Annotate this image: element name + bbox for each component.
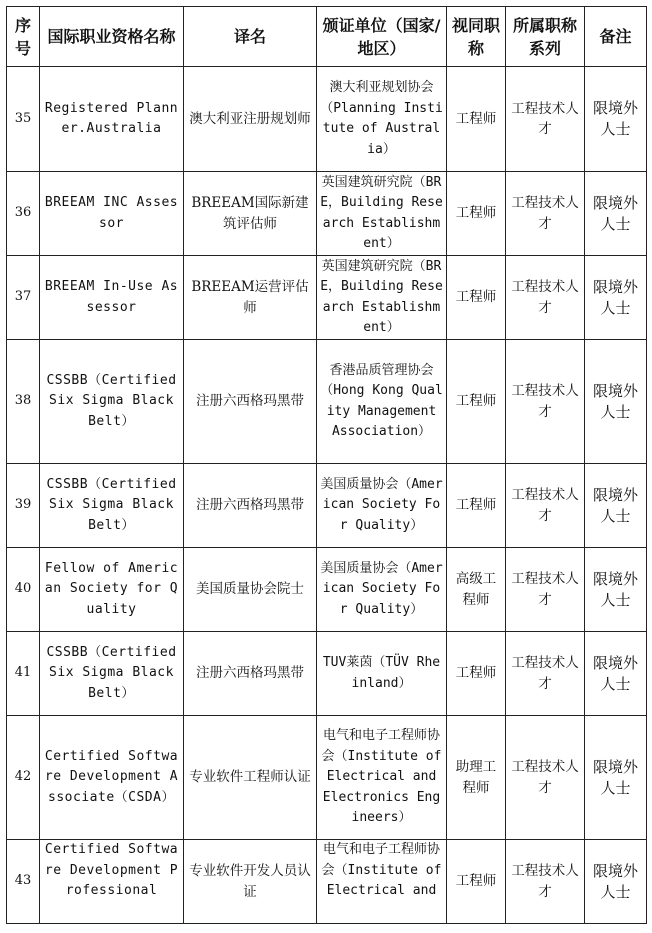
table-row <box>7 716 647 840</box>
cell-seq: 37 <box>7 256 40 340</box>
header-equivalent-title: 视同职称 <box>447 7 506 67</box>
table-row <box>7 172 647 256</box>
table-row <box>7 67 647 172</box>
cell-title-series: 工程技术人才 <box>506 172 585 256</box>
table-row <box>7 256 647 340</box>
cell-title-series: 工程技术人才 <box>506 716 585 840</box>
cell-seq: 42 <box>7 716 40 840</box>
cell-seq: 38 <box>7 340 40 464</box>
cell-title-series: 工程技术人才 <box>506 464 585 548</box>
cell-name: Certified Software Development Associate（CSDA） <box>40 716 184 840</box>
cell-seq: 40 <box>7 548 40 632</box>
cell-translation: BREEAM国际新建筑评估师 <box>184 172 317 256</box>
cell-note: 限境外人士 <box>585 548 647 632</box>
cell-issuer: 英国建筑研究院（BRE，Building Research Establishment） <box>317 172 447 256</box>
cell-note: 限境外人士 <box>585 256 647 340</box>
table-row <box>7 340 647 464</box>
table-row <box>7 548 647 632</box>
cell-translation: 美国质量协会院士 <box>184 548 317 632</box>
cell-equivalent-title: 工程师 <box>447 632 506 716</box>
header-seq: 序号 <box>7 7 40 67</box>
cell-issuer: 美国质量协会（American Society For Quality） <box>317 464 447 548</box>
cell-issuer: TUV莱茵（TÜV Rheinland） <box>317 632 447 716</box>
cell-issuer: 澳大利亚规划协会（Planning Institute of Australia） <box>317 67 447 172</box>
cell-translation: 专业软件开发人员认证 <box>184 840 317 924</box>
cell-title-series: 工程技术人才 <box>506 548 585 632</box>
cell-translation: 注册六西格玛黑带 <box>184 340 317 464</box>
table-row <box>7 632 647 716</box>
cell-translation: 注册六西格玛黑带 <box>184 632 317 716</box>
cell-note: 限境外人士 <box>585 340 647 464</box>
cell-note: 限境外人士 <box>585 716 647 840</box>
qualification-table <box>6 6 647 924</box>
cell-translation: BREEAM运营评估师 <box>184 256 317 340</box>
header-row <box>7 7 647 67</box>
cell-seq: 39 <box>7 464 40 548</box>
cell-issuer: 电气和电子工程师协会（Institute of Electrical and <box>317 840 447 924</box>
cell-title-series: 工程技术人才 <box>506 256 585 340</box>
cell-equivalent-title: 工程师 <box>447 464 506 548</box>
cell-equivalent-title: 工程师 <box>447 256 506 340</box>
cell-name: CSSBB（Certified Six Sigma Black Belt） <box>40 464 184 548</box>
header-translation: 译名 <box>184 7 317 67</box>
cell-equivalent-title: 工程师 <box>447 172 506 256</box>
table-row <box>7 840 647 924</box>
cell-title-series: 工程技术人才 <box>506 840 585 924</box>
cell-issuer: 电气和电子工程师协会（Institute of Electrical and Electronics Engineers） <box>317 716 447 840</box>
header-title-series: 所属职称系列 <box>506 7 585 67</box>
cell-translation: 专业软件工程师认证 <box>184 716 317 840</box>
cell-equivalent-title: 助理工程师 <box>447 716 506 840</box>
cell-name: Certified Software Development Professional <box>40 840 184 924</box>
cell-seq: 36 <box>7 172 40 256</box>
cell-issuer: 英国建筑研究院（BRE，Building Research Establishment） <box>317 256 447 340</box>
cell-translation: 澳大利亚注册规划师 <box>184 67 317 172</box>
cell-equivalent-title: 工程师 <box>447 340 506 464</box>
cell-title-series: 工程技术人才 <box>506 632 585 716</box>
cell-issuer: 香港品质管理协会（Hong Kong Quality Management Association） <box>317 340 447 464</box>
cell-seq: 41 <box>7 632 40 716</box>
cell-name: CSSBB（Certified Six Sigma Black Belt） <box>40 632 184 716</box>
cell-name: CSSBB（Certified Six Sigma Black Belt） <box>40 340 184 464</box>
cell-seq: 35 <box>7 67 40 172</box>
cell-note: 限境外人士 <box>585 67 647 172</box>
header-name: 国际职业资格名称 <box>40 7 184 67</box>
cell-name: Fellow of American Society for Quality <box>40 548 184 632</box>
cell-equivalent-title: 工程师 <box>447 67 506 172</box>
cell-issuer: 美国质量协会（American Society For Quality） <box>317 548 447 632</box>
cell-name: BREEAM In-Use Assessor <box>40 256 184 340</box>
cell-equivalent-title: 工程师 <box>447 840 506 924</box>
cell-equivalent-title: 高级工程师 <box>447 548 506 632</box>
cell-name: Registered Planner.Australia <box>40 67 184 172</box>
header-note: 备注 <box>585 7 647 67</box>
cell-note: 限境外人士 <box>585 172 647 256</box>
cell-name: BREEAM INC Assessor <box>40 172 184 256</box>
cell-translation: 注册六西格玛黑带 <box>184 464 317 548</box>
cell-seq: 43 <box>7 840 40 924</box>
cell-note: 限境外人士 <box>585 464 647 548</box>
cell-title-series: 工程技术人才 <box>506 340 585 464</box>
cell-note: 限境外人士 <box>585 840 647 924</box>
cell-note: 限境外人士 <box>585 632 647 716</box>
table-row <box>7 464 647 548</box>
header-issuer: 颁证单位（国家/地区） <box>317 7 447 67</box>
cell-title-series: 工程技术人才 <box>506 67 585 172</box>
